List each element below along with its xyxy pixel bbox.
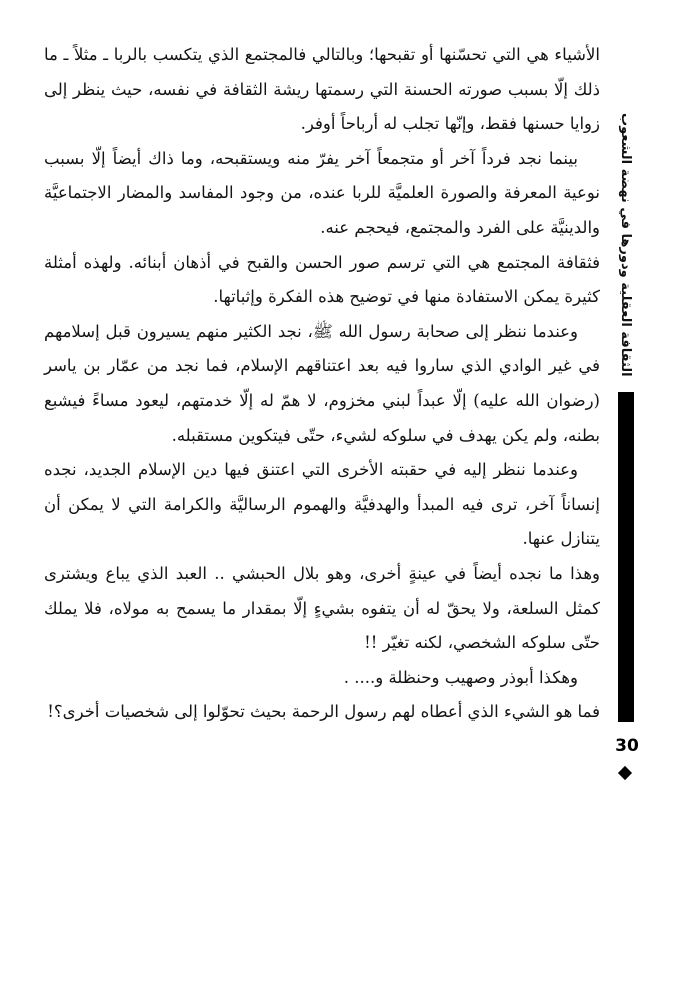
diamond-icon bbox=[618, 766, 632, 780]
paragraph: وعندما ننظر إلى صحابة رسول الله ﷺ، نجد الكثير منهم يسيرون قبل إسلامهم في غير الوادي الذي ساروا فيه بعد اعتناقهم الإسلام، فما نجد من عمّار بن ياسر (رضوان الله عليه) إلّا عبداً لبني مخزوم، لا همّ له إلّا خدمتهم، ليعود مساءً فيشبع بطنه، ولم يكن يهدف في سلوكه لشيء، حتّى فيتكوين مستقبله. bbox=[44, 321, 600, 445]
paragraph: الأشياء هي التي تحسّنها أو تقبحها؛ وبالتالي فالمجتمع الذي يتكسب بالربا ـ مثلاً ـ ما ذلك إلّا بسبب صورته الحسنة التي رسمتها ريشة الثقافة في نفسه، حيث ينظر إلى زوايا حسنها فقط، وإنّها تجلب له أرباحاً أوفر. bbox=[44, 45, 600, 134]
book-title-vertical: الثقافة العقلية ودورها في نهضة الشعوب bbox=[618, 113, 633, 377]
side-bar-marker bbox=[618, 392, 634, 722]
side-column bbox=[610, 100, 640, 740]
body-text bbox=[44, 38, 600, 730]
paragraph: بينما نجد فرداً آخر أو متجمعاً آخر يفرّ منه ويستقبحه، وما ذاك أيضاً إلّا بسبب نوعية المعرفة والصورة العلميَّة للربا عنده، من وجود المفاسد والمضار الاجتماعيَّة والدينيَّة على الفرد والمجتمع، فيحجم عنه. bbox=[44, 148, 600, 237]
paragraph: فثقافة المجتمع هي التي ترسم صور الحسن والقبح في أذهان أبنائه. ولهذه أمثلة كثيرة يمكن الاستفادة منها في توضيح هذه الفكرة وإثباتها. bbox=[44, 252, 600, 307]
paragraph: وعندما ننظر إليه في حقبته الأخرى التي اعتنق فيها دين الإسلام الجديد، نجده إنساناً آخر، ترى فيه المبدأ والهدفيَّة والهموم الرساليَّة والكرامة التي لا يمكن أن يتنازل عنها. bbox=[44, 460, 600, 549]
paragraph: وهكذا أبوذر وصهيب وحنظلة و.... . bbox=[343, 667, 578, 687]
page-number: 30 bbox=[615, 736, 639, 756]
paragraph: فما هو الشيء الذي أعطاه لهم رسول الرحمة بحيث تحوّلوا إلى شخصيات أخرى؟! bbox=[47, 702, 600, 722]
paragraph: وهذا ما نجده أيضاً في عينةٍ أخرى، وهو بلال الحبشي .. العبد الذي يباع ويشترى كمثل السلعة، ولا يحقّ له أن يتفوه بشيءٍ إلّا بمقدار ما يسمح به مولاه، فلا يملك حتّى سلوكه الشخصي، لكنه تغيّر !! bbox=[44, 563, 600, 653]
